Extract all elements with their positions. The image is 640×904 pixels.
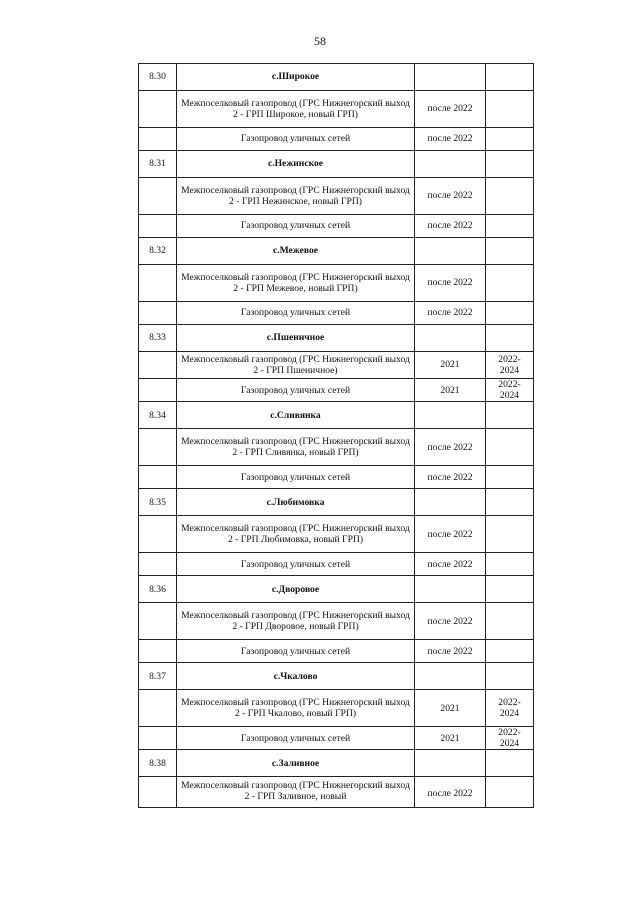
year-start: после 2022: [415, 215, 486, 238]
year-start-cell: [415, 325, 486, 352]
year-start: 2021: [415, 352, 486, 379]
section-number: 8.33: [139, 325, 177, 352]
pipeline-description: Межпоселковый газопровод (ГРС Нижнегорский выход 2 - ГРП Чкалово, новый ГРП): [177, 690, 415, 727]
table-row: [139, 777, 534, 808]
table-row: [139, 663, 534, 690]
table-row: [139, 91, 534, 128]
table-row: [139, 576, 534, 603]
year-end-cell: [486, 576, 534, 603]
table-row: [139, 151, 534, 178]
section-number-empty: [139, 215, 177, 238]
year-start: 2021: [415, 727, 486, 750]
year-start: после 2022: [415, 128, 486, 151]
table-row: [139, 516, 534, 553]
year-end-cell: [486, 151, 534, 178]
pipeline-description: Газопровод уличных сетей: [177, 379, 415, 402]
year-end: 2022-2024: [486, 690, 534, 727]
year-start: после 2022: [415, 640, 486, 663]
year-start: после 2022: [415, 302, 486, 325]
table-body: [139, 64, 534, 808]
village-name: с.Любимовка: [177, 489, 415, 516]
year-end-cell: [486, 402, 534, 429]
year-end: [486, 640, 534, 663]
year-end-cell: [486, 64, 534, 91]
year-end: 2022-2024: [486, 352, 534, 379]
year-start-cell: [415, 750, 486, 777]
village-name: с.Дворовое: [177, 576, 415, 603]
year-start: 2021: [415, 690, 486, 727]
pipeline-description: Газопровод уличных сетей: [177, 640, 415, 663]
year-end-cell: [486, 325, 534, 352]
section-number-empty: [139, 302, 177, 325]
pipeline-description: Межпоселковый газопровод (ГРС Нижнегорский выход 2 - ГРП Широкое, новый ГРП): [177, 91, 415, 128]
year-start: после 2022: [415, 429, 486, 466]
pipeline-description: Газопровод уличных сетей: [177, 302, 415, 325]
year-end: [486, 91, 534, 128]
section-number-empty: [139, 553, 177, 576]
year-start: после 2022: [415, 265, 486, 302]
table-row: [139, 640, 534, 663]
year-end: [486, 603, 534, 640]
section-number: 8.31: [139, 151, 177, 178]
pipeline-description: Межпоселковый газопровод (ГРС Нижнегорский выход 2 - ГРП Любимовка, новый ГРП): [177, 516, 415, 553]
table-row: [139, 489, 534, 516]
table-row: [139, 128, 534, 151]
section-number-empty: [139, 265, 177, 302]
section-number-empty: [139, 466, 177, 489]
section-number-empty: [139, 429, 177, 466]
table-row: [139, 466, 534, 489]
table-row: [139, 603, 534, 640]
page-number: 58: [314, 34, 326, 48]
section-number: 8.38: [139, 750, 177, 777]
table-row: [139, 352, 534, 379]
village-name: с.Нежинское: [177, 151, 415, 178]
table-row: [139, 215, 534, 238]
village-name: с.Пшеничное: [177, 325, 415, 352]
year-end: 2022-2024: [486, 379, 534, 402]
table-row: [139, 64, 534, 91]
year-start-cell: [415, 576, 486, 603]
section-number: 8.32: [139, 238, 177, 265]
year-start: после 2022: [415, 91, 486, 128]
gas-pipeline-table: [138, 63, 534, 808]
section-number: 8.36: [139, 576, 177, 603]
year-start-cell: [415, 663, 486, 690]
year-start-cell: [415, 64, 486, 91]
year-start: после 2022: [415, 466, 486, 489]
year-end: [486, 553, 534, 576]
section-number-empty: [139, 777, 177, 808]
section-number-empty: [139, 603, 177, 640]
year-end-cell: [486, 750, 534, 777]
pipeline-description: Межпоселковый газопровод (ГРС Нижнегорский выход 2 - ГРП Сливянка, новый ГРП): [177, 429, 415, 466]
year-end: [486, 178, 534, 215]
year-start: после 2022: [415, 178, 486, 215]
pipeline-description: Межпоселковый газопровод (ГРС Нижнегорский выход 2 - ГРП Межевое, новый ГРП): [177, 265, 415, 302]
section-number: 8.30: [139, 64, 177, 91]
table-row: [139, 325, 534, 352]
section-number-empty: [139, 727, 177, 750]
section-number-empty: [139, 91, 177, 128]
table-row: [139, 727, 534, 750]
table-row: [139, 178, 534, 215]
village-name: с.Межевое: [177, 238, 415, 265]
table-row: [139, 750, 534, 777]
section-number-empty: [139, 516, 177, 553]
year-end: [486, 777, 534, 808]
table-row: [139, 690, 534, 727]
section-number-empty: [139, 128, 177, 151]
pipeline-description: Газопровод уличных сетей: [177, 466, 415, 489]
section-number: 8.34: [139, 402, 177, 429]
year-end-cell: [486, 489, 534, 516]
pipeline-description: Межпоселковый газопровод (ГРС Нижнегорский выход 2 - ГРП Пшеничное): [177, 352, 415, 379]
table-row: [139, 379, 534, 402]
year-start-cell: [415, 402, 486, 429]
year-end: [486, 215, 534, 238]
table-row: [139, 429, 534, 466]
year-end: [486, 466, 534, 489]
year-end: 2022-2024: [486, 727, 534, 750]
village-name: с.Сливянка: [177, 402, 415, 429]
village-name: с.Чкалово: [177, 663, 415, 690]
year-start-cell: [415, 151, 486, 178]
section-number-empty: [139, 178, 177, 215]
village-name: с.Заливное: [177, 750, 415, 777]
village-name: с.Широкое: [177, 64, 415, 91]
year-start-cell: [415, 238, 486, 265]
year-end: [486, 265, 534, 302]
pipeline-description: Газопровод уличных сетей: [177, 128, 415, 151]
section-number-empty: [139, 352, 177, 379]
section-number: 8.35: [139, 489, 177, 516]
table-row: [139, 265, 534, 302]
year-end: [486, 429, 534, 466]
pipeline-description: Газопровод уличных сетей: [177, 727, 415, 750]
year-start: после 2022: [415, 777, 486, 808]
year-end: [486, 516, 534, 553]
section-number-empty: [139, 379, 177, 402]
section-number-empty: [139, 690, 177, 727]
section-number: 8.37: [139, 663, 177, 690]
year-start: после 2022: [415, 516, 486, 553]
year-start: 2021: [415, 379, 486, 402]
year-end-cell: [486, 238, 534, 265]
pipeline-description: Газопровод уличных сетей: [177, 553, 415, 576]
table-row: [139, 238, 534, 265]
year-end: [486, 128, 534, 151]
table-row: [139, 402, 534, 429]
section-number-empty: [139, 640, 177, 663]
year-start: после 2022: [415, 553, 486, 576]
year-end: [486, 302, 534, 325]
year-start-cell: [415, 489, 486, 516]
pipeline-description: Межпоселковый газопровод (ГРС Нижнегорский выход 2 - ГРП Дворовое, новый ГРП): [177, 603, 415, 640]
year-start: после 2022: [415, 603, 486, 640]
pipeline-description: Межпоселковый газопровод (ГРС Нижнегорский выход 2 - ГРП Заливное, новый: [177, 777, 415, 808]
table-row: [139, 302, 534, 325]
table-row: [139, 553, 534, 576]
pipeline-description: Межпоселковый газопровод (ГРС Нижнегорский выход 2 - ГРП Нежинское, новый ГРП): [177, 178, 415, 215]
year-end-cell: [486, 663, 534, 690]
pipeline-description: Газопровод уличных сетей: [177, 215, 415, 238]
